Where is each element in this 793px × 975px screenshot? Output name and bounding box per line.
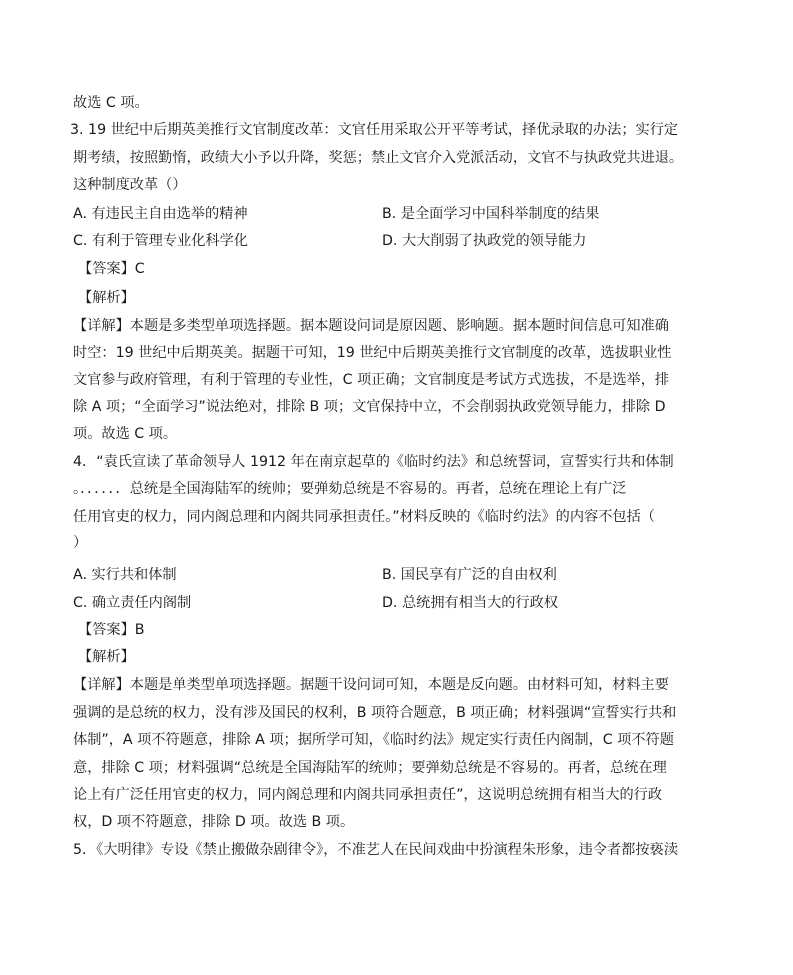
q3-explanation-line-3: 文官参与政府管理，有利于管理的专业性，C 项正确；文官制度是考试方式选拔，不是选举，排 (73, 372, 670, 388)
q2-conclusion: 故选 C 项。 (73, 95, 149, 111)
q4-options-row-1 (0, 565, 793, 585)
q3-stem-line-1: 3. 19 世纪中后期英美推行文官制度改革：文官任用采取公开平等考试，择优录取的办法；实行定 (70, 122, 679, 138)
q4-explanation-line-1: 【详解】本题是单类型单项选择题。据题干设问词可知，本题是反向题。由材料可知，材料主要 (73, 677, 669, 693)
q3-analysis-heading: 【解析】 (78, 290, 135, 306)
q5-stem-line-1: 5．《大明律》专设《禁止搬做杂剧律令》，不准艺人在民间戏曲中扮演程朱形象，违令者都按亵渎 (73, 842, 678, 858)
q3-answer: 【答案】C (78, 261, 145, 277)
q4-explanation-line-5: 论上有广泛任用官吏的权力，同内阁总理和内阁共同承担责任”，这说明总统拥有相当大的行政 (73, 787, 663, 803)
q3-option-c: C. 有利于管理专业化科学化 (73, 233, 248, 249)
q3-options-row-2 (0, 231, 793, 251)
q4-stem-line-2: 。．．．．．．总统是全国海陆军的统帅；要弹劾总统是不容易的。再者，总统在理论上有广泛 (73, 481, 627, 497)
q4-analysis-heading: 【解析】 (78, 649, 135, 665)
q4-explanation-line-4: 意，排除 C 项；材料强调“总统是全国海陆军的统帅；要弹劾总统是不容易的。再者，总统在理 (73, 760, 667, 776)
q4-options-row-2 (0, 593, 793, 613)
q3-options-row-1 (0, 204, 793, 224)
q3-explanation-line-5: 项。故选 C 项。 (73, 426, 178, 442)
q3-explanation-line-4: 除 A 项；“全面学习”说法绝对，排除 B 项；文官保持中立，不会削弱执政党领导能力，排除 D (73, 399, 666, 415)
q4-option-a: A. 实行共和体制 (73, 567, 177, 583)
q3-option-a: A. 有违民主自由选举的精神 (73, 206, 248, 222)
q4-option-c: C. 确立责任内阁制 (73, 595, 192, 611)
q4-explanation-line-6: 权，D 项不符题意，排除 D 项。故选 B 项。 (73, 814, 355, 830)
q3-explanation-line-2: 时空：19 世纪中后期英美。据题干可知，19 世纪中后期英美推行文官制度的改革，选拔职业性 (73, 345, 672, 361)
q4-stem-line-1: 4．“袁氏宣读了革命领导人 1912 年在南京起草的《临时约法》和总统誓词，宣誓实行共和体制 (73, 454, 674, 470)
q4-stem-line-3: 任用官吏的权力，同内阁总理和内阁共同承担责任。”材料反映的《临时约法》的内容不包括（ (73, 509, 655, 525)
q3-option-d: D. 大大削弱了执政党的领导能力 (382, 233, 587, 249)
q4-stem-line-4: ） (73, 535, 88, 551)
q3-stem-line-2: 期考绩，按照勤惰，政绩大小予以升降，奖惩；禁止文官介入党派活动，文官不与执政党共进退。 (73, 150, 684, 166)
q4-explanation-line-2: 强调的是总统的权力，没有涉及国民的权利，B 项符合题意，B 项正确；材料强调“宣誓实行共和 (73, 705, 677, 721)
q4-explanation-line-3: 体制”，A 项不符题意，排除 A 项；据所学可知，《临时约法》规定实行责任内阁制，C 项不符题 (73, 732, 674, 748)
q4-answer: 【答案】B (78, 622, 145, 638)
q3-option-b: B. 是全面学习中国科举制度的结果 (382, 206, 600, 222)
q3-explanation-line-1: 【详解】本题是多类型单项选择题。据本题设问词是原因题、影响题。据本题时间信息可知准确 (73, 318, 669, 334)
q3-stem-line-3: 这种制度改革（） (73, 177, 187, 193)
q4-option-d: D. 总统拥有相当大的行政权 (382, 595, 559, 611)
q4-option-b: B. 国民享有广泛的自由权利 (382, 567, 557, 583)
